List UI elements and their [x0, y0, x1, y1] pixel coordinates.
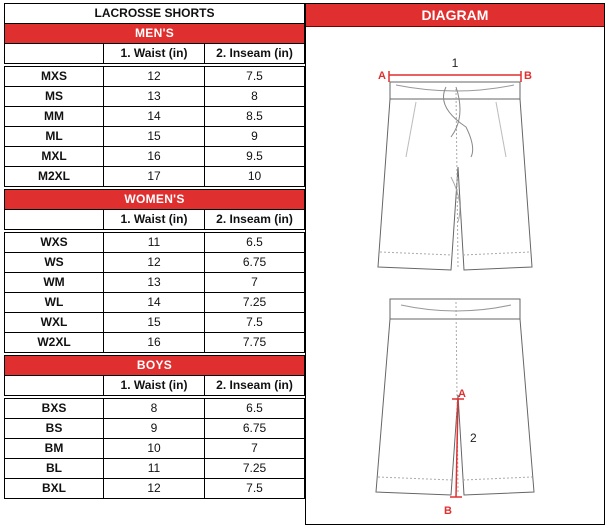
table-row	[5, 233, 305, 253]
waist-cell: 15	[104, 313, 205, 333]
waist-cell: 14	[104, 293, 205, 313]
size-cell: W2XL	[5, 333, 104, 353]
diagram-panel	[305, 3, 605, 525]
size-cell: BXL	[5, 479, 104, 499]
inseam-cell: 7.25	[205, 459, 305, 479]
table-row	[5, 459, 305, 479]
waist-cell: 13	[104, 87, 205, 107]
size-cell: BL	[5, 459, 104, 479]
inseam-cell: 8.5	[205, 107, 305, 127]
size-header-cell	[5, 44, 104, 64]
inseam-cell: 10	[205, 167, 305, 187]
size-cell: MXS	[5, 67, 104, 87]
waist-point-b: B	[524, 70, 532, 82]
table-row	[5, 419, 305, 439]
inseam-cell: 9	[205, 127, 305, 147]
size-cell: WL	[5, 293, 104, 313]
diagram-title: DIAGRAM	[306, 4, 604, 27]
inseam-cell: 7	[205, 273, 305, 293]
waist-cell: 12	[104, 253, 205, 273]
waist-cell: 11	[104, 233, 205, 253]
size-cell: MS	[5, 87, 104, 107]
table-row	[5, 479, 305, 499]
size-cell: BS	[5, 419, 104, 439]
waist-cell: 12	[104, 479, 205, 499]
table-row	[5, 107, 305, 127]
inseam-cell: 7.25	[205, 293, 305, 313]
waist-cell: 9	[104, 419, 205, 439]
waist-measure	[378, 56, 532, 82]
size-table	[4, 3, 305, 499]
size-cell: WS	[5, 253, 104, 273]
size-cell: M2XL	[5, 167, 104, 187]
section-header-row	[5, 24, 305, 44]
size-cell: BM	[5, 439, 104, 459]
column-header-row	[5, 210, 305, 230]
waist-cell: 10	[104, 439, 205, 459]
size-cell: ML	[5, 127, 104, 147]
waist-cell: 16	[104, 147, 205, 167]
column-header-row	[5, 44, 305, 64]
inseam-cell: 6.5	[205, 233, 305, 253]
table-row	[5, 333, 305, 353]
inseam-header: 2. Inseam (in)	[205, 44, 305, 64]
inseam-label: 2	[470, 431, 477, 445]
waist-cell: 13	[104, 273, 205, 293]
table-row	[5, 293, 305, 313]
table-row	[5, 127, 305, 147]
size-chart	[4, 3, 304, 499]
waist-cell: 16	[104, 333, 205, 353]
inseam-cell: 9.5	[205, 147, 305, 167]
section-title: MEN'S	[5, 24, 305, 44]
table-row	[5, 273, 305, 293]
size-header-cell	[5, 376, 104, 396]
inseam-point-a: A	[458, 388, 466, 400]
table-row	[5, 167, 305, 187]
back-shorts-illustration	[376, 299, 534, 495]
inseam-cell: 7.5	[205, 313, 305, 333]
inseam-cell: 7.75	[205, 333, 305, 353]
waist-cell: 15	[104, 127, 205, 147]
size-cell: MXL	[5, 147, 104, 167]
waist-header: 1. Waist (in)	[104, 210, 205, 230]
waist-header: 1. Waist (in)	[104, 376, 205, 396]
waist-cell: 14	[104, 107, 205, 127]
column-header-row	[5, 376, 305, 396]
table-row	[5, 67, 305, 87]
table-row	[5, 253, 305, 273]
front-shorts-illustration	[378, 82, 532, 270]
inseam-cell: 6.5	[205, 399, 305, 419]
size-cell: BXS	[5, 399, 104, 419]
section-header-row	[5, 356, 305, 376]
section-title: WOMEN'S	[5, 190, 305, 210]
table-row	[5, 399, 305, 419]
inseam-point-b: B	[444, 505, 452, 517]
diagram-body	[306, 27, 604, 524]
inseam-cell: 7.5	[205, 67, 305, 87]
table-row	[5, 147, 305, 167]
waist-cell: 8	[104, 399, 205, 419]
size-cell: MM	[5, 107, 104, 127]
waist-header: 1. Waist (in)	[104, 44, 205, 64]
section-header-row	[5, 190, 305, 210]
inseam-cell: 7	[205, 439, 305, 459]
size-header-cell	[5, 210, 104, 230]
waist-cell: 17	[104, 167, 205, 187]
size-cell: WXL	[5, 313, 104, 333]
inseam-cell: 6.75	[205, 253, 305, 273]
size-cell: WXS	[5, 233, 104, 253]
waist-label: 1	[451, 56, 459, 70]
inseam-header: 2. Inseam (in)	[205, 376, 305, 396]
inseam-header: 2. Inseam (in)	[205, 210, 305, 230]
chart-title: LACROSSE SHORTS	[5, 4, 305, 24]
section-title: BOYS	[5, 356, 305, 376]
inseam-cell: 6.75	[205, 419, 305, 439]
waist-point-a: A	[378, 70, 386, 82]
inseam-cell: 8	[205, 87, 305, 107]
table-row	[5, 313, 305, 333]
size-cell: WM	[5, 273, 104, 293]
shorts-diagram	[306, 27, 604, 524]
waist-cell: 11	[104, 459, 205, 479]
inseam-cell: 7.5	[205, 479, 305, 499]
table-row	[5, 87, 305, 107]
waist-cell: 12	[104, 67, 205, 87]
table-row	[5, 439, 305, 459]
